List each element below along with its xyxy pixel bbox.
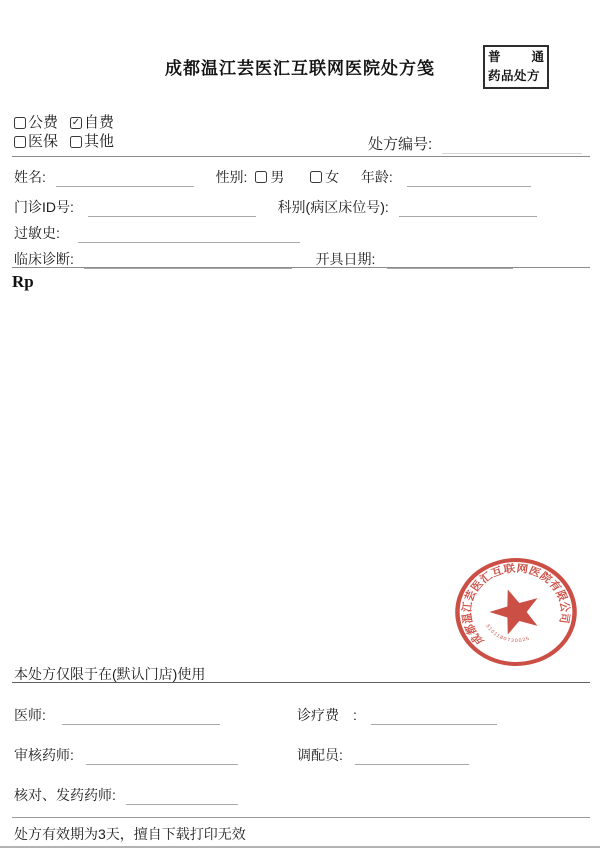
validity-note: 处方有效期为3天，擅自下载打印无效 xyxy=(14,826,246,842)
payment-option-yibao[interactable] xyxy=(14,132,70,151)
gender-female-label: 女 xyxy=(325,169,340,185)
check-pharmacist-row xyxy=(14,785,238,805)
issue-date-label: 开具日期: xyxy=(315,251,376,267)
review-pharmacist-field[interactable] xyxy=(86,749,238,765)
department-field[interactable] xyxy=(399,201,537,217)
gender-option-female[interactable] xyxy=(310,167,339,187)
name-field[interactable] xyxy=(56,171,194,187)
allergy-row xyxy=(14,223,300,243)
payment-option-label: 自费 xyxy=(84,114,115,131)
payment-option-qita[interactable] xyxy=(70,132,126,151)
patient-row-2 xyxy=(14,197,537,217)
dispenser-field[interactable] xyxy=(355,749,469,765)
doctor-label: 医师: xyxy=(14,707,46,723)
checkbox-male[interactable] xyxy=(255,171,267,183)
check-pharmacist-label: 核对、发药药师: xyxy=(14,787,116,803)
checkbox-qita[interactable] xyxy=(70,136,82,148)
checkbox-zifei[interactable]: ✓ xyxy=(71,116,81,128)
seal-graphic xyxy=(445,549,587,675)
review-pharmacist-row xyxy=(14,745,238,765)
rx-number-label: 处方编号: xyxy=(368,136,433,153)
usage-note: 本处方仅限于在(默认门店)使用 xyxy=(14,666,206,682)
name-label: 姓名: xyxy=(14,169,46,185)
fee-label: 诊疗费 : xyxy=(297,707,357,723)
checkbox-yibao[interactable] xyxy=(14,136,26,148)
department-label: 科别(病区床位号): xyxy=(277,199,389,215)
seal-ring-text: 成都温江芸医汇互联网医院有限公司 xyxy=(460,563,572,647)
prescription-type-box xyxy=(483,45,549,89)
fee-field[interactable] xyxy=(371,709,497,725)
payment-option-label: 医保 xyxy=(28,133,59,150)
outpatient-id-field[interactable] xyxy=(88,201,256,217)
company-seal xyxy=(445,549,587,680)
gender-option-male[interactable] xyxy=(255,167,284,187)
patient-row-1 xyxy=(14,167,531,187)
section-divider xyxy=(12,267,590,268)
checkbox-female[interactable] xyxy=(310,171,322,183)
section-divider xyxy=(12,156,590,157)
age-field[interactable] xyxy=(407,171,531,187)
rp-label: Rp xyxy=(12,272,34,291)
diagnosis-label: 临床诊断: xyxy=(14,251,74,267)
payment-option-label: 公费 xyxy=(28,114,59,131)
doctor-row xyxy=(14,705,220,725)
doctor-field[interactable] xyxy=(62,709,220,725)
dispenser-row xyxy=(297,745,469,765)
allergy-field[interactable] xyxy=(78,227,300,243)
seal-serial-number: 5101180730025 xyxy=(484,623,532,644)
payment-type-group xyxy=(14,113,126,151)
rx-number-field[interactable] xyxy=(442,138,582,154)
type-box-line2: 药品处方 xyxy=(488,69,541,83)
type-box-line1: 普 通 xyxy=(488,50,544,64)
gender-label: 性别: xyxy=(215,169,248,185)
diagnosis-row xyxy=(14,249,513,269)
rx-number-row xyxy=(368,133,582,154)
payment-option-zifei[interactable] xyxy=(70,113,126,132)
outpatient-id-label: 门诊ID号: xyxy=(14,199,74,215)
gender-male-label: 男 xyxy=(270,169,285,185)
footer-divider xyxy=(12,817,590,818)
review-pharmacist-label: 审核药师: xyxy=(14,747,74,763)
section-divider xyxy=(12,682,590,683)
fee-row xyxy=(297,705,497,725)
age-label: 年龄: xyxy=(360,169,393,185)
payment-option-gongfei[interactable] xyxy=(14,113,70,132)
check-pharmacist-field[interactable] xyxy=(126,789,238,805)
dispenser-label: 调配员: xyxy=(297,747,343,763)
allergy-label: 过敏史: xyxy=(14,225,60,241)
payment-option-label: 其他 xyxy=(84,133,115,150)
page-title: 成都温江芸医汇互联网医院处方笺 xyxy=(165,59,435,78)
checkbox-gongfei[interactable] xyxy=(14,117,26,129)
